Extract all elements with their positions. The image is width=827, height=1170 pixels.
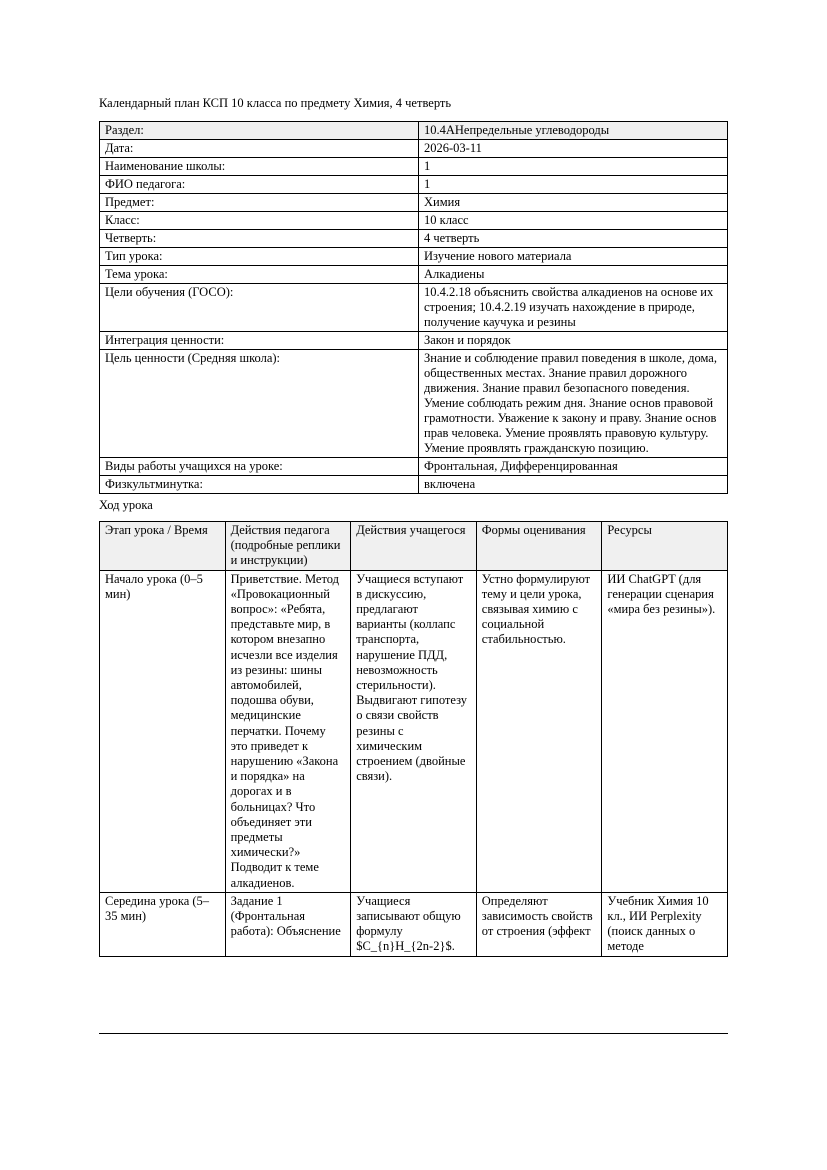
info-label: Тип урока: xyxy=(100,248,419,266)
cell-teacher-actions: Задание 1 (Фронтальная работа): Объяснение xyxy=(225,892,351,956)
table-row xyxy=(100,140,728,158)
info-label: Виды работы учащихся на уроке: xyxy=(100,458,419,476)
cell-stage: Середина урока (5–35 мин) xyxy=(100,892,226,956)
table-row xyxy=(100,194,728,212)
table-row xyxy=(100,284,728,332)
cell-resources: ИИ ChatGPT (для генерации сценария «мира без резины»). xyxy=(602,570,728,892)
page-title: Календарный план КСП 10 класса по предмету Химия, 4 четверть xyxy=(99,96,452,110)
table-header-row xyxy=(100,522,728,571)
info-value: 10 класс xyxy=(419,212,728,230)
table-row xyxy=(100,458,728,476)
table-row xyxy=(100,158,728,176)
lesson-info-table xyxy=(99,121,728,494)
lesson-flow-table xyxy=(99,521,728,957)
cell-student-actions: Учащиеся вступают в дискуссию, предлагают варианты (коллапс транспорта, нарушение ПДД, невозможность стерильности). Выдвигают гипотезу о связи свойств резины с химическим строением (двойные связи). xyxy=(351,570,477,892)
column-header-stage: Этап урока / Время xyxy=(100,522,226,571)
info-value: Изучение нового материала xyxy=(419,248,728,266)
cell-stage: Начало урока (0–5 мин) xyxy=(100,570,226,892)
info-label: Класс: xyxy=(100,212,419,230)
page-content xyxy=(99,96,728,1034)
info-label: Физкультминутка: xyxy=(100,476,419,494)
table-row xyxy=(100,248,728,266)
info-value: Закон и порядок xyxy=(419,332,728,350)
info-value: Химия xyxy=(419,194,728,212)
info-value: 10.4.2.18 объяснить свойства алкадиенов на основе их строения; 10.4.2.19 изучать нахождение в природе, получение каучука и резины xyxy=(419,284,728,332)
column-header-resources: Ресурсы xyxy=(602,522,728,571)
info-value: Фронтальная, Дифференцированная xyxy=(419,458,728,476)
column-header-teacher-actions: Действия педагога (подробные реплики и инструкции) xyxy=(225,522,351,571)
cell-student-actions: Учащиеся записывают общую формулу $C_{n}H_{2n-2}$. xyxy=(351,892,477,956)
lesson-flow-table-clip xyxy=(99,521,728,1034)
section-heading-lesson-flow: Ход урока xyxy=(99,498,153,512)
table-row xyxy=(100,176,728,194)
info-label: Наименование школы: xyxy=(100,158,419,176)
table-row xyxy=(100,266,728,284)
column-header-student-actions: Действия учащегося xyxy=(351,522,477,571)
table-row xyxy=(100,892,728,956)
table-row xyxy=(100,212,728,230)
info-label: ФИО педагога: xyxy=(100,176,419,194)
column-header-assessment: Формы оценивания xyxy=(476,522,602,571)
cell-teacher-actions: Приветствие. Метод «Провокационный вопрос»: «Ребята, представьте мир, в котором внезапно исчезли все изделия из резины: шины автомобилей, подошва обуви, медицинские перчатки. Почему это приведет к нарушению «Закона и порядка» на дорогах и в больницах? Что объединяет эти предметы химически?» Подводит к теме алкадиенов. xyxy=(225,570,351,892)
info-value: Знание и соблюдение правил поведения в школе, дома, общественных местах. Знание правил дорожного движения. Знание правил безопасного поведения. Умение соблюдать режим дня. Знание основ правовой грамотности. Уважение к закону и праву. Знание основ прав человека. Умение проявлять правовую культуру. Умение проявлять гражданскую позицию. xyxy=(419,350,728,458)
table-row xyxy=(100,332,728,350)
info-value: 1 xyxy=(419,176,728,194)
info-label: Цель ценности (Средняя школа): xyxy=(100,350,419,458)
info-value: 2026-03-11 xyxy=(419,140,728,158)
info-label: Дата: xyxy=(100,140,419,158)
info-label: Интеграция ценности: xyxy=(100,332,419,350)
cell-assessment: Определяют зависимость свойств от строения (эффект xyxy=(476,892,602,956)
cell-resources: Учебник Химия 10 кл., ИИ Perplexity (поиск данных о методе xyxy=(602,892,728,956)
table-row xyxy=(100,570,728,892)
table-row xyxy=(100,230,728,248)
info-label: Цели обучения (ГОСО): xyxy=(100,284,419,332)
table-row xyxy=(100,476,728,494)
info-label: Тема урока: xyxy=(100,266,419,284)
table-row xyxy=(100,350,728,458)
info-value: Алкадиены xyxy=(419,266,728,284)
info-value: 1 xyxy=(419,158,728,176)
info-label: Четверть: xyxy=(100,230,419,248)
info-value: включена xyxy=(419,476,728,494)
cell-assessment: Устно формулируют тему и цели урока, связывая химию с социальной стабильностью. xyxy=(476,570,602,892)
info-value: 4 четверть xyxy=(419,230,728,248)
info-value: 10.4АНепредельные углеводороды xyxy=(419,122,728,140)
info-label: Предмет: xyxy=(100,194,419,212)
info-label: Раздел: xyxy=(100,122,419,140)
table-row xyxy=(100,122,728,140)
